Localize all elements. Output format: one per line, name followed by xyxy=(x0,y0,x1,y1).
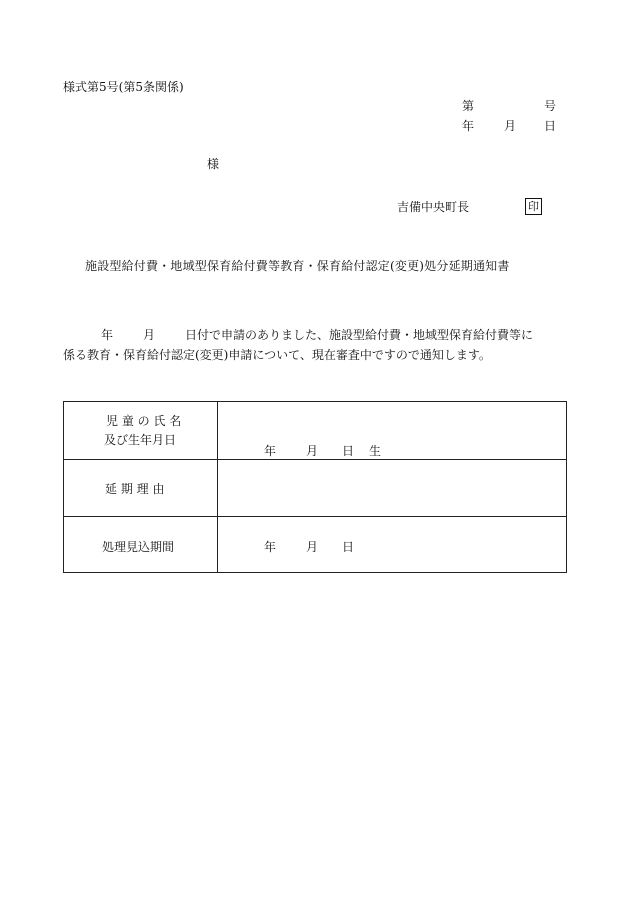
info-table xyxy=(63,401,567,573)
body-month: 月 xyxy=(143,328,156,342)
body-line-1-text: 日付で申請のありました、施設型給付費・地域型保育給付費等に xyxy=(185,328,534,342)
issue-date-year: 年 xyxy=(462,119,475,133)
document-title: 施設型給付費・地域型保育給付費等教育・保育給付認定(変更)処分延期通知書 xyxy=(85,259,510,273)
delay-reason-value-cell xyxy=(218,460,566,517)
label-processing-period: 処理見込期間 xyxy=(102,540,175,554)
issuer-name: 吉備中央町長 xyxy=(397,200,470,214)
issue-date-month: 月 xyxy=(504,119,517,133)
label-birthdate: 及び生年月日 xyxy=(104,433,177,447)
period-year: 年 xyxy=(264,540,277,554)
body-line-2: 係る教育・保育給付認定(変更)申請について、現在審査中ですので通知します。 xyxy=(63,348,491,362)
table-row-processing-period xyxy=(64,516,566,573)
period-month: 月 xyxy=(306,540,319,554)
issue-date-day: 日 xyxy=(543,119,556,133)
child-name-value-cell xyxy=(218,402,566,460)
birth-month: 月 xyxy=(306,444,319,458)
period-day: 日 xyxy=(342,540,355,554)
document-number-prefix: 第 xyxy=(462,99,475,113)
label-cell xyxy=(64,402,218,460)
label-cell xyxy=(64,460,218,517)
table-row-delay-reason xyxy=(64,459,566,517)
label-child-name: 児 童 の 氏 名 xyxy=(106,414,182,428)
body-year: 年 xyxy=(101,328,114,342)
birth-year: 年 xyxy=(264,444,277,458)
label-cell xyxy=(64,517,218,573)
birth-suffix: 生 xyxy=(369,444,382,458)
document-number-suffix: 号 xyxy=(543,99,556,113)
label-delay-reason: 延 期 理 由 xyxy=(105,482,165,496)
birth-day: 日 xyxy=(342,444,355,458)
body-line-1 xyxy=(63,329,533,341)
form-number: 様式第5号(第5条関係) xyxy=(63,80,184,94)
recipient-honorific: 様 xyxy=(207,157,220,171)
seal-stamp: 印 xyxy=(525,198,542,215)
issue-date xyxy=(462,120,556,134)
table-row-child-name xyxy=(64,402,566,460)
processing-period-value-cell xyxy=(218,517,566,573)
